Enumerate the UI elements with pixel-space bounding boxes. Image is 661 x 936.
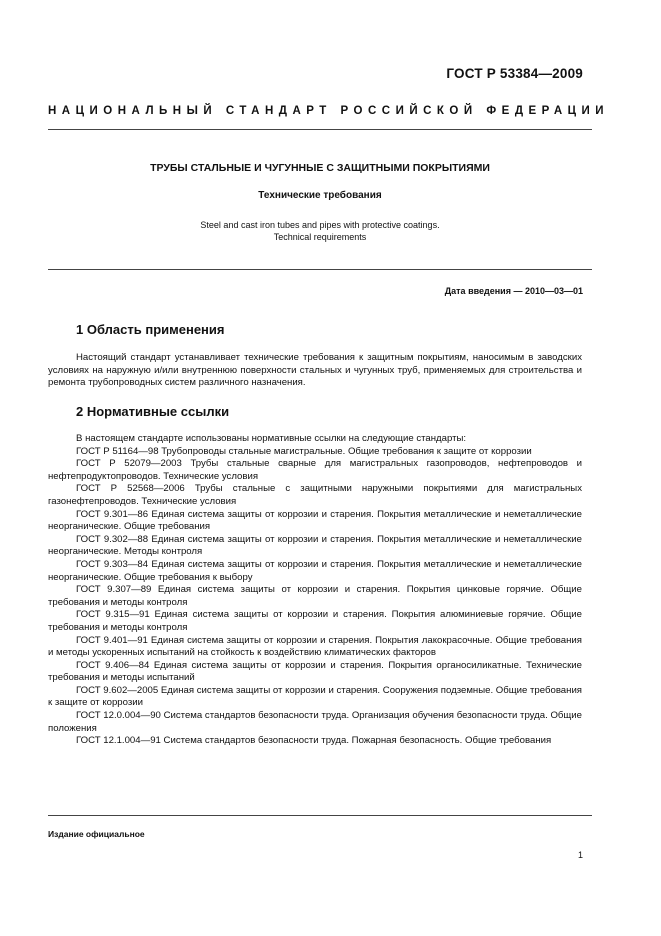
middle-divider	[48, 269, 592, 270]
official-edition-label: Издание официальное	[48, 829, 145, 839]
reference-item: ГОСТ 12.0.004—90 Система стандартов безопасности труда. Организация обучения безопасности труда. Общие положения	[48, 710, 582, 734]
reference-item: ГОСТ 9.602—2005 Единая система защиты от коррозии и старения. Сооружения подземные. Общие требования к защите от коррозии	[48, 684, 582, 709]
english-title-line-1: Steel and cast iron tubes and pipes with protective coatings.	[200, 220, 440, 230]
reference-item: ГОСТ 9.301—86 Единая система защиты от коррозии и старения. Покрытия металлические и неметаллические неорганические. Общие требования	[48, 508, 582, 533]
section-1-heading: 1 Область применения	[76, 322, 225, 337]
section-2-heading: 2 Нормативные ссылки	[76, 404, 230, 419]
page-number: 1	[577, 850, 583, 860]
document-code: ГОСТ Р 53384—2009	[446, 66, 583, 81]
reference-item: ГОСТ Р 52079—2003 Трубы стальные сварные для магистральных газопроводов, нефтепроводов и нефтепродуктопроводов. Технические условия	[48, 458, 582, 482]
reference-item: ГОСТ 12.1.004—91 Система стандартов безопасности труда. Пожарная безопасность. Общие требования	[76, 735, 552, 747]
national-standard-banner: НАЦИОНАЛЬНЫЙ СТАНДАРТ РОССИЙСКОЙ ФЕДЕРАЦИИ	[48, 105, 610, 117]
section-1-text: Настоящий стандарт устанавливает технические требования к защитным покрытиям, наносимым в заводских условиях на наружную и/или внутреннюю поверхности стальных и чугунных труб, применяемых для строительства и ремонта трубопроводных систем различного назначения.	[48, 352, 582, 389]
english-title	[48, 219, 592, 243]
reference-item: ГОСТ 9.406—84 Единая система защиты от коррозии и старения. Покрытия органосиликатные. Технические требования и методы испытаний	[48, 659, 582, 684]
references-intro: В настоящем стандарте использованы нормативные ссылки на следующие стандарты:	[76, 433, 467, 444]
reference-item: ГОСТ 9.303—84 Единая система защиты от коррозии и старения. Покрытия металлические и неметаллические неорганические. Общие требования к выбору	[48, 558, 582, 583]
english-title-line-2: Technical requirements	[273, 232, 367, 242]
reference-item: ГОСТ 9.401—91 Единая система защиты от коррозии и старения. Покрытия лакокрасочные. Общие требования и методы ускоренных испытаний на стойкость к воздействию климатических факторов	[48, 634, 582, 659]
normative-references	[48, 433, 582, 748]
reference-item: ГОСТ 9.307—89 Единая система защиты от коррозии и старения. Покрытия цинковые горячие. Общие требования и методы контроля	[48, 584, 582, 608]
footer-divider	[48, 815, 592, 816]
top-divider	[48, 129, 592, 130]
introduction-date: Дата введения — 2010—03—01	[444, 286, 583, 296]
document-title: ТРУБЫ СТАЛЬНЫЕ И ЧУГУННЫЕ С ЗАЩИТНЫМИ ПОКРЫТИЯМИ	[150, 162, 490, 174]
reference-item: ГОСТ Р 52568—2006 Трубы стальные с защитными наружными покрытиями для магистральных газонефтепроводов. Технические условия	[48, 483, 582, 507]
reference-item: ГОСТ 9.315—91 Единая система защиты от коррозии и старения. Покрытия алюминиевые горячие. Общие требования и методы контроля	[48, 609, 582, 633]
reference-item: ГОСТ Р 51164—98 Трубопроводы стальные магистральные. Общие требования к защите от коррозии	[76, 445, 532, 457]
reference-item: ГОСТ 9.302—88 Единая система защиты от коррозии и старения. Покрытия металлические и неметаллические неорганические. Методы контроля	[48, 533, 582, 558]
document-subtitle: Технические требования	[258, 190, 382, 201]
